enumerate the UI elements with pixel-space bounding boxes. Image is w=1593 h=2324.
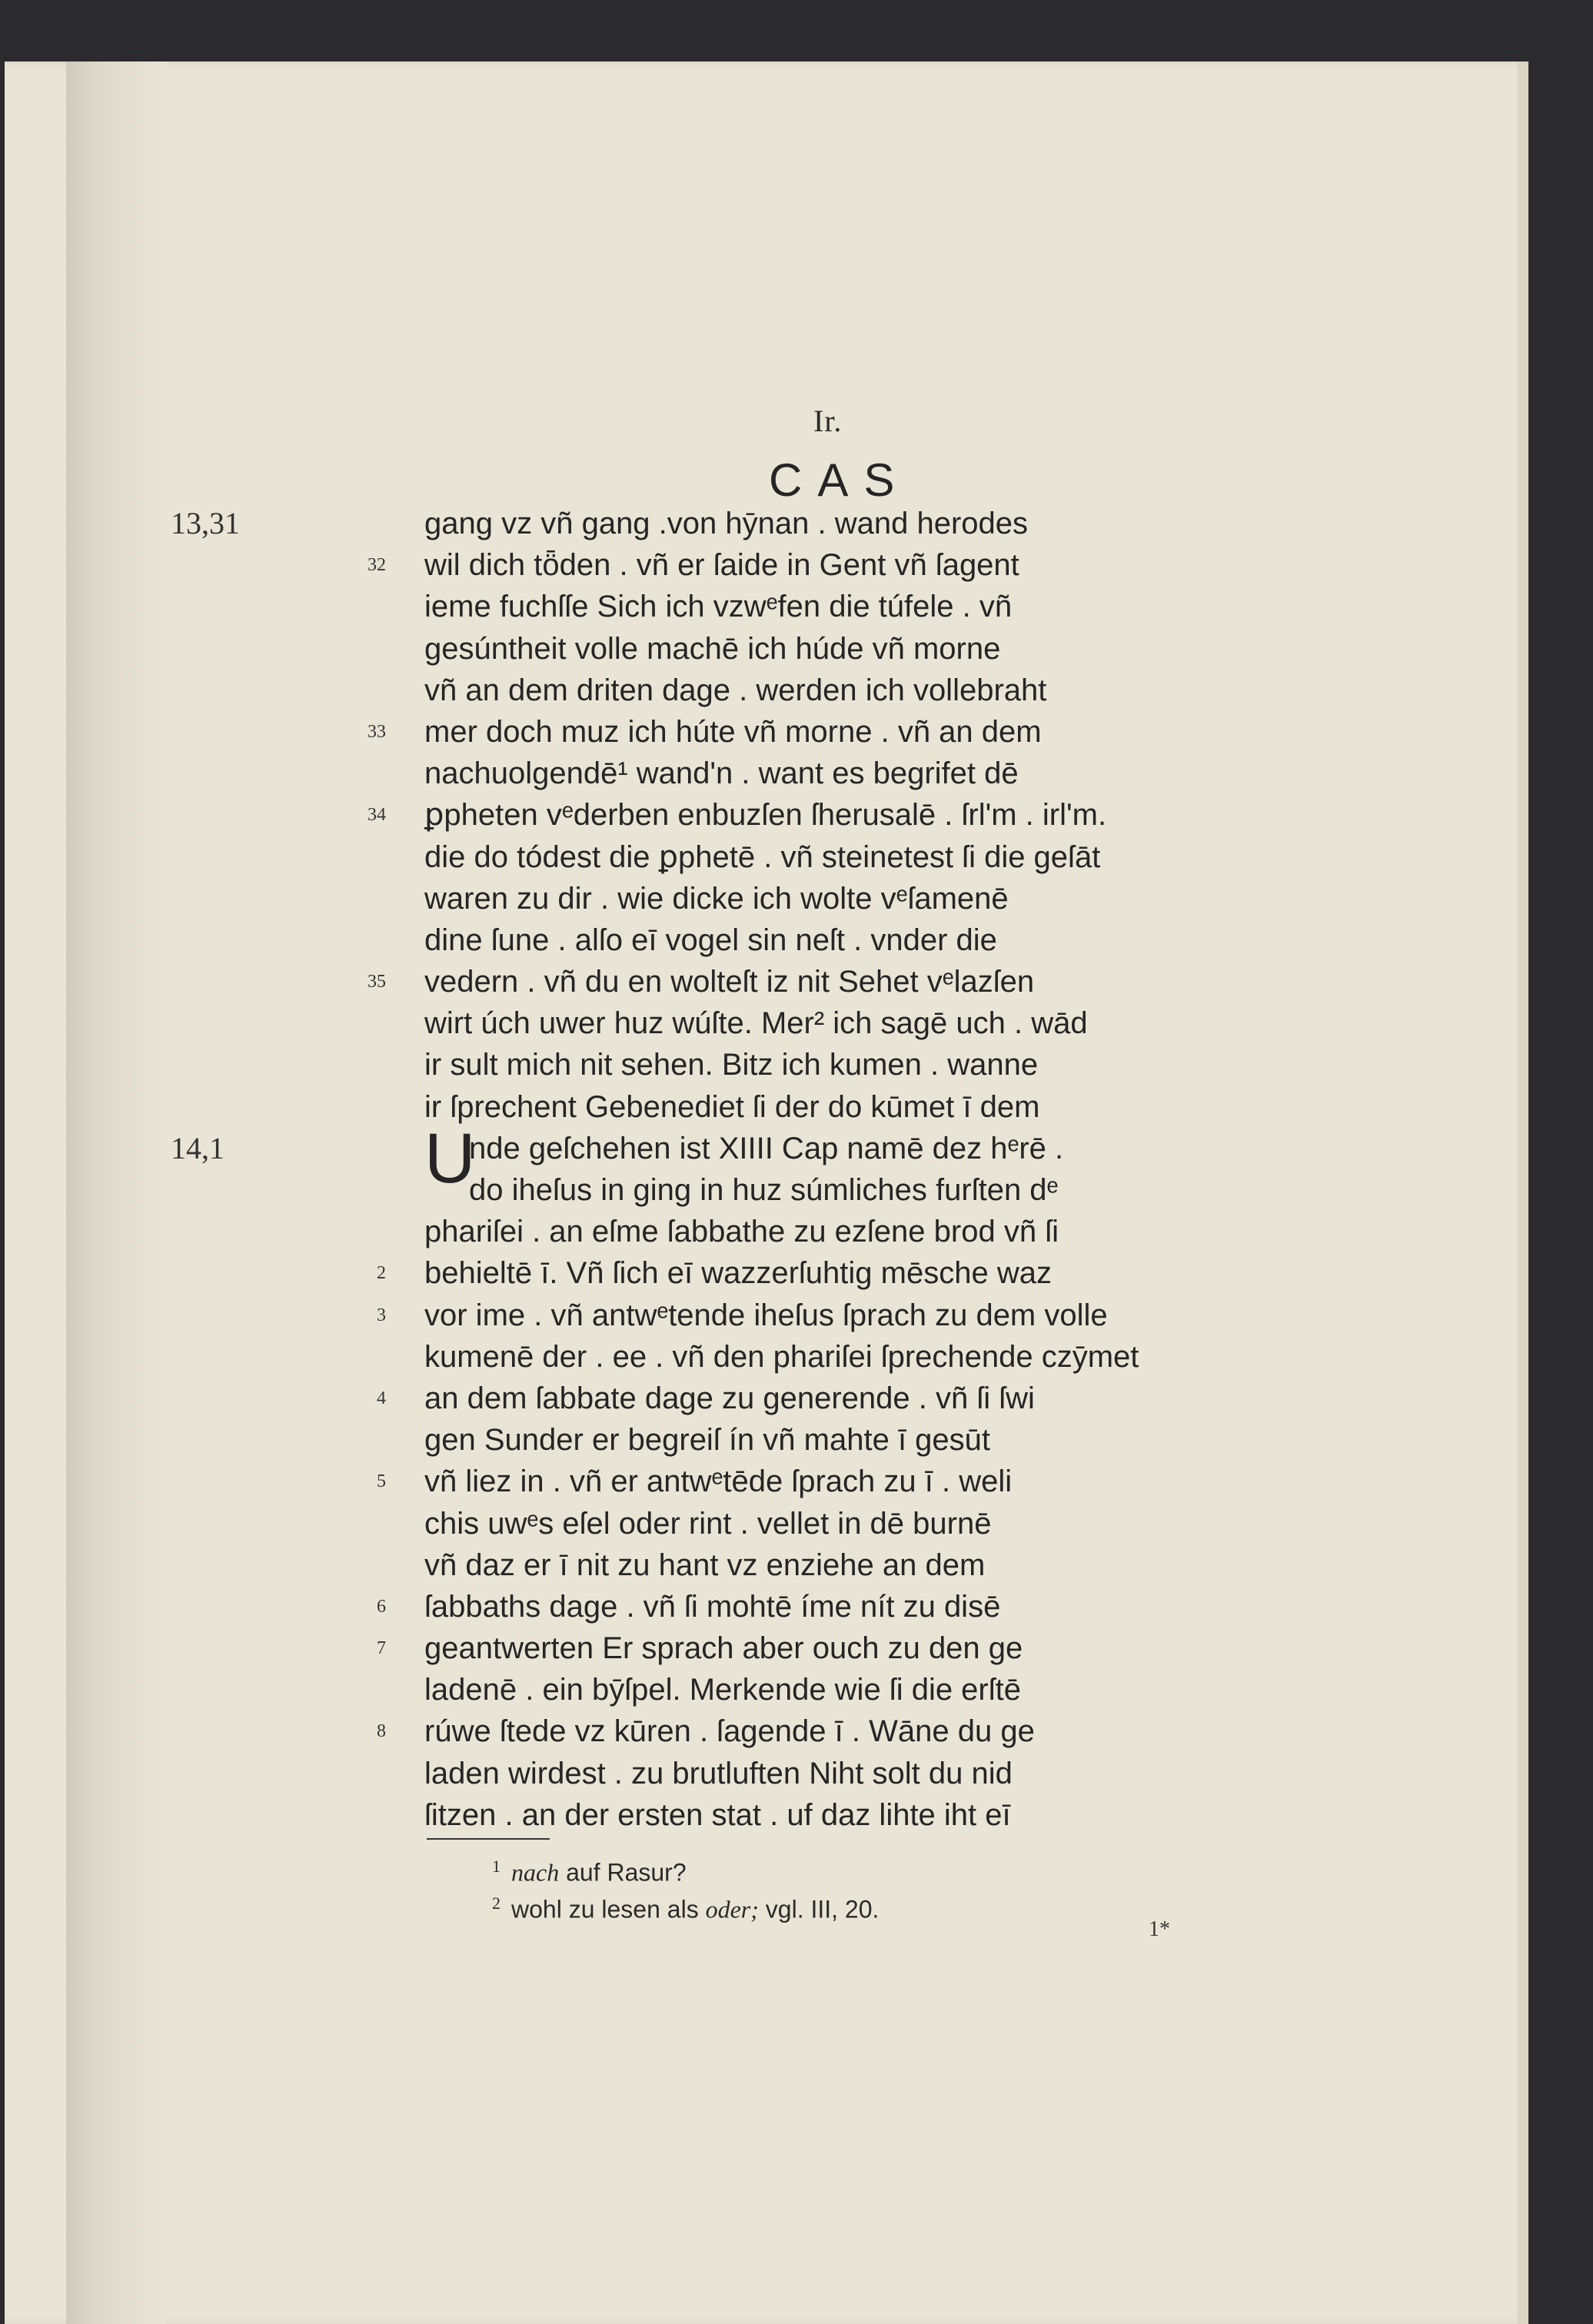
text-line: [424, 1669, 1270, 1711]
text-line: [377, 1461, 1270, 1502]
line-text: phariſei . an eſme ſabbathe zu ezſene brod vñ ſi: [424, 1215, 1059, 1249]
signature-mark: 1*: [1149, 1917, 1170, 1941]
line-text: an dem ſabbate dage zu generende . vñ ſi ſwi: [424, 1381, 1035, 1415]
text-line: [424, 1336, 1270, 1378]
text-line: [377, 1378, 1270, 1419]
text-line: [377, 1627, 1270, 1669]
footnote-2: $^2$ wohl zu lesen als oder; vgl. III, 20.: [492, 1893, 880, 1923]
line-text: waren zu dir . wie dicke ich wolte vᵉſamenē: [424, 881, 1009, 916]
text-line: [377, 1295, 1270, 1336]
line-text: vor ime . vñ antwᵉtende iheſus ſprach zu dem volle: [424, 1298, 1108, 1332]
line-text: nachuolgendē¹ wand'n . want es begrifet dē: [424, 756, 1019, 791]
line-text: ſabbaths dage . vñ ſi mohtē íme nít zu disē: [424, 1589, 1001, 1624]
line-text: ſitzen . an der ersten stat . uf daz lihte iht eī: [424, 1797, 1011, 1832]
verse-number: 7: [377, 1638, 386, 1659]
verse-number: 4: [377, 1388, 386, 1408]
line-text: kumenē der . ee . vñ den phariſei ſprechende czȳmet: [424, 1339, 1139, 1374]
line-text: gen Sunder er begreiſ ín vñ mahte ī gesūt: [424, 1423, 991, 1458]
text-line: [424, 836, 1270, 878]
line-text: mer doch muz ich húte vñ morne . vñ an dem: [424, 714, 1042, 749]
text-line: [424, 1753, 1270, 1794]
page-heading: CAS: [769, 454, 910, 506]
verse-number: 14,1: [171, 1130, 224, 1165]
text-line: [424, 1503, 1270, 1544]
page-edge: [1518, 62, 1528, 2324]
text-line: [171, 503, 1270, 544]
leaf-number: Ir.: [813, 404, 843, 438]
line-text: vñ daz er ī nit zu hant vz enziehe an dem: [424, 1548, 986, 1582]
text-line: [367, 711, 1270, 753]
line-text: geantwerten Er sprach aber ouch zu den ge: [424, 1631, 1023, 1666]
text-line: [377, 1252, 1270, 1294]
verse-number: 3: [377, 1305, 386, 1325]
line-text: die do tódest die ꝑphetē . vñ steinetest ſi die geſāt: [424, 839, 1101, 874]
text-line: [367, 961, 1270, 1002]
text-line: [367, 544, 1270, 586]
verse-number: 6: [377, 1596, 386, 1617]
line-text: gesúntheit volle machē ich húde vñ morne: [424, 631, 1001, 666]
line-text: ir sult mich nit sehen. Bitz ich kumen . wanne: [424, 1048, 1039, 1082]
page-gutter: [66, 62, 166, 2324]
line-text: laden wirdest . zu brutluften Niht solt du nid: [424, 1756, 1013, 1790]
line-text: chis uwᵉs eſel oder rint . vellet in dē burnē: [424, 1506, 992, 1541]
verse-number: 32: [367, 555, 386, 576]
text-line: [377, 1711, 1270, 1752]
line-text: dine ſune . alſo eī vogel sin neſt . vnder die: [424, 923, 997, 957]
line-text: vedern . vñ du en wolteſt iz nit Sehet vᵉlazſen: [424, 965, 1035, 999]
verse-number: 5: [377, 1471, 386, 1492]
footnote-1: $^1$ nach auf Rasur?: [492, 1857, 687, 1887]
footnotes: [492, 1848, 879, 1922]
verse-number: 34: [367, 805, 386, 826]
line-text: ꝑpheten vᵉderben enbuzſen ſherusalē . ſrl'm . irl'm.: [424, 798, 1107, 833]
line-text: behieltē ī. Vñ ſich eī wazzerſuhtig mēsche waz: [424, 1256, 1052, 1291]
text-line: [424, 1544, 1270, 1586]
drop-initial: U: [424, 1119, 476, 1198]
text-line: [367, 794, 1270, 836]
text-line: [424, 1794, 1270, 1836]
line-text: gang vz vñ gang .von hȳnan . wand herodes: [424, 507, 1028, 540]
text-line: [424, 878, 1270, 919]
text-line: [424, 1169, 1270, 1211]
line-text: do iheſus in ging in huz súmliches furſten dᵉ: [469, 1173, 1059, 1207]
line-text: wil dich tȫden . vñ er ſaide in Gent vñ ſagent: [424, 548, 1019, 583]
text-line: [424, 1086, 1270, 1128]
text-line: [424, 753, 1270, 794]
line-text: ieme fuchſſe Sich ich vzwᵉfen die túfele . vñ: [424, 590, 1013, 624]
text-line: [424, 670, 1270, 711]
text-line: [424, 1044, 1270, 1086]
line-text: rúwe ſtede vz kūren . ſagende ī . Wāne du ge: [424, 1714, 1035, 1749]
text-line: [424, 1211, 1270, 1252]
line-text: nde geſchehen ist XIIII Cap namē dez hᵉrē .: [469, 1131, 1064, 1165]
text-line: [424, 919, 1270, 961]
verse-number: 33: [367, 721, 386, 742]
verse-number: 2: [377, 1263, 386, 1284]
verse-number: 35: [367, 972, 386, 992]
line-text: ir ſprechent Gebenediet ſi der do kūmet ī dem: [424, 1089, 1040, 1124]
verse-number: 8: [377, 1721, 386, 1742]
text-line: [424, 1419, 1270, 1461]
line-text: wirt úch uwer huz wúſte. Mer² ich sagē uch . wād: [424, 1006, 1088, 1041]
line-text: vñ an dem driten dage . werden ich vollebraht: [424, 673, 1047, 707]
main-text: [171, 503, 1270, 1836]
line-text: ladenē . ein bȳſpel. Merkende wie ſi die erſtē: [424, 1673, 1021, 1707]
text-line: [377, 1586, 1270, 1627]
footnote-rule: [427, 1838, 550, 1840]
line-text: vñ liez in . vñ er antwᵉtēde ſprach zu ī . weli: [424, 1465, 1013, 1499]
text-line: [424, 628, 1270, 670]
text-line: [424, 1002, 1270, 1044]
text-line: [424, 586, 1270, 627]
verse-number: 13,31: [171, 506, 240, 540]
